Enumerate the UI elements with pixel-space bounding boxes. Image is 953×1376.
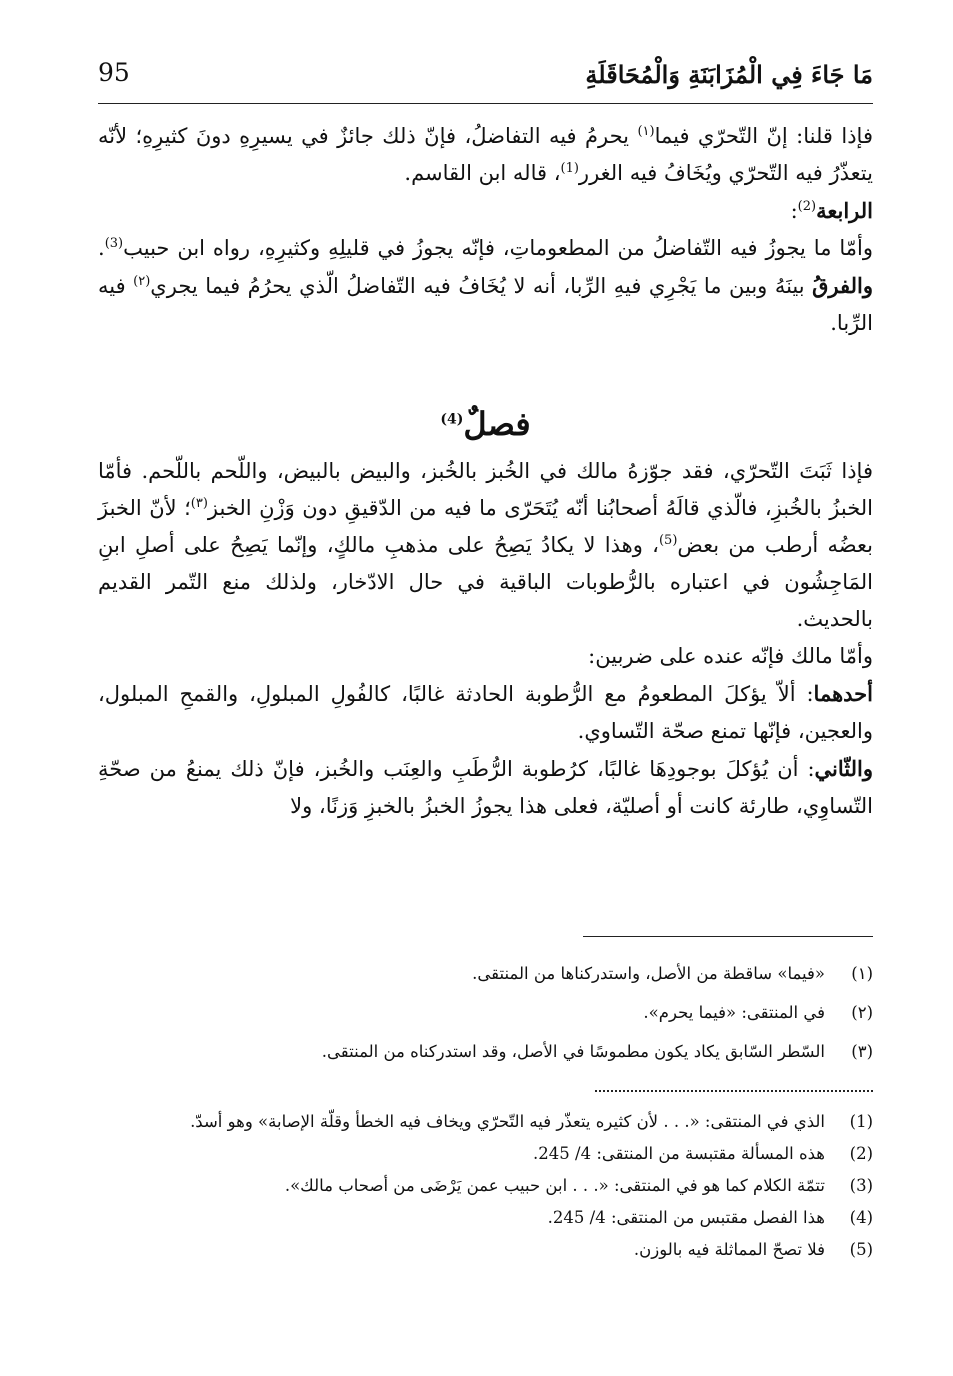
main-text [98, 118, 873, 825]
paragraph-6: والثّاني: أن يُؤكلَ بوجودِهَا غالبًا، كرُطوبة الرُّطَبِ والعِنَب والخُبز، فإنّ ذلك يمنعُ من صحّةِ التّساوِي، طارئة كانت أو أصليّة، فعلى هذا يجوزُ الخبزُ بالخبزِ وَزنًا، ولا [98, 756, 873, 818]
paragraph-1: فإذا قلنا: إنّ التّحرّي فيما$^{(١)}$ يحرمُ فيه التفاضلُ، فإنّ ذلك جائزٌ في يسيرِهِ دونَ كثيرِهِ؛ لأنّه يتعذّرُ فيه التّحرّي ويُخَافُ فيه الغرر$^{(1)}$، قاله ابن القاسم. [98, 124, 873, 185]
note-ref: (2) [797, 199, 817, 214]
footnote: (1) الذي في المنتقى: «. . . لأن كثيره يتعذّر فيه التّحرّي ويخاف فيه الخطأ وقلّة الإصابة» وهو أسدّ. [190, 1112, 873, 1131]
footnote: (2) هذه المسألة مقتبسة من المنتقى: 4/ 245. [533, 1144, 873, 1163]
note-ref: (٢) [133, 274, 151, 289]
footnote: (5) فلا تصحّ المماثلة فيه بالوزن. [633, 1240, 873, 1259]
footnote: (4) هذا الفصل مقتبس من المنتقى: 4/ 245. [547, 1208, 873, 1227]
rule-heading: الرابعة$^{(2)}$: [790, 198, 873, 223]
paragraph-4: وأمّا مالك فإنّه عنده على ضربين: [588, 644, 873, 668]
note-ref: (٣) [190, 496, 208, 511]
page-number: 95 [98, 58, 130, 87]
note-ref: (5) [658, 533, 678, 548]
note-ref: (١) [637, 124, 655, 139]
header-rule [98, 103, 873, 104]
section-gap [98, 342, 873, 398]
running-title: مَا جَاءَ فِي الْمُزَابَنَةِ وَالْمُحَاقَلَةِ [585, 60, 873, 89]
page-header [98, 58, 873, 98]
footnote: (٣) السّطر السّابق يكاد يكون مطموسًا في الأصل، وقد استدركناه من المنتقى. [321, 1042, 873, 1061]
section-title: فصلٌ$^{(4)}$ [440, 405, 531, 443]
footnote: (٢) في المنتقى: «فيما يحرم». [643, 1003, 873, 1022]
footnote: (١) «فيما» ساقطة من الأصل، واستدركناها من المنتقى. [472, 964, 873, 983]
paragraph-3: فإذا ثَبَتَ التّحرّي، فقد جوّزهُ مالك في الخُبز بالخُبز، والبيض بالبيض، واللّحم باللّحم. فأمّا الخبزُ بالخُبزِ، فالّذي قالَهُ أصحابُنا أنّه يُتَحَرّى ما فيه من الدّقيقِ دون وَزْنِ الخبز$^{(٣)}$؛ لأنّ الخبزَ بعضُه أرطب من بعض$^{(5)}$، وهذا لا يكادُ يَصِحُ على مذهبِ مالكٍ، وإنّما يَصِحُ على أصلِ ابنِ المَاجِشُون في اعتباره بالرُّطوبات الباقية في حال الادّخار، ولذلك منع التّمر القديم بالحديث. [98, 459, 874, 631]
paragraph-5: أحدهما: ألاّ يؤكلَ المطعومُ مع الرُّطوبة الحادثة غالبًا، كالفُولِ المبلولِ، والقمحِ المبلول، والعجين، فإنّها تمنع صحّة التّساوي. [98, 681, 873, 743]
paragraph-2: وأمّا ما يجوزُ فيه التّفاضلُ من المطعوماتِ، فإنّه يجوزُ في قليلِهِ وكثيرِهِ، رواه ابن حبيب$^{(3)}$. والفرقُ بينَهُ وبين ما يَجْرِي فيهِ الرِّبا، أنه لا يُخَافُ فيه التّفاضلُ الّذي يحرُمُ فيما يجري$^{(٢)}$ فيه الرِّبا. [98, 236, 873, 335]
footnote: (3) تتمّة الكلام كما هو في المنتقى: «. . . ابن حبيب عمن يَرْضَى من أصحاب مالك». [284, 1176, 873, 1195]
note-ref: (1) [560, 161, 579, 176]
note-ref: (3) [104, 236, 124, 251]
note-ref: (4) [440, 411, 464, 428]
footnote-rule [583, 936, 873, 937]
editor-footnotes [98, 954, 873, 1071]
source-footnotes [98, 1106, 873, 1266]
dotted-separator [595, 1090, 873, 1092]
